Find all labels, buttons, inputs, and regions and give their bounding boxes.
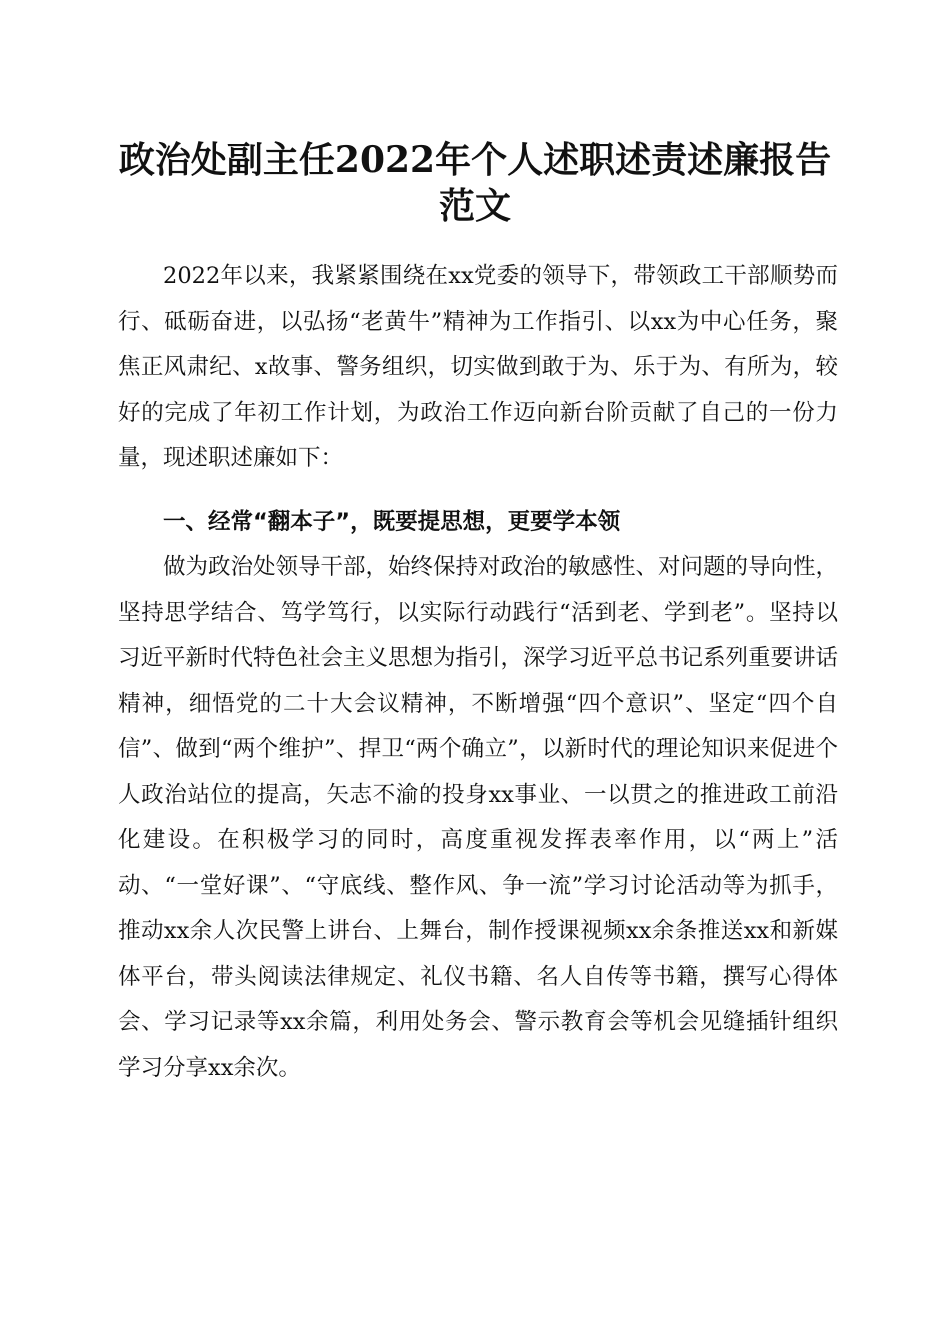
intro-paragraph: 2022年以来，我紧紧围绕在xx党委的领导下，带领政工干部顺势而行、砥砺奋进，以弘扬“老黄牛”精神为工作指引、以xx为中心任务，聚焦正风肃纪、x故事、警务组织，切实做到敢于为、乐于为、有所为，较好的完成了年初工作计划，为政治工作迈向新台阶贡献了自己的一份力量，现述职述廉如下： bbox=[118, 263, 838, 471]
section-1-paragraph: 做为政治处领导干部，始终保持对政治的敏感性、对问题的导向性，坚持思学结合、笃学笃行，以实际行动践行“活到老、学到老”。坚持以习近平新时代特色社会主义思想为指引，深学习近平总书记系列重要讲话精神，细悟党的二十大会议精神，不断增强“四个意识”、坚定“四个自信”、做到“两个维护”、捍卫“两个确立”，以新时代的理论知识来促进个人政治站位的提高，矢志不渝的投身xx事业、一以贯之的推进政工前沿化建设。在积极学习的同时，高度重视发挥表率作用，以“两上”活动、“一堂好课”、“守底线、整作风、争一流”学习讨论活动等为抓手，推动xx余人次民警上讲台、上舞台，制作授课视频xx余条推送xx和新媒体平台，带头阅读法律规定、礼仪书籍、名人自传等书籍，撰写心得体会、学习记录等xx余篇，利用处务会、警示教育会等机会见缝插针组织学习分享xx余次。 bbox=[118, 554, 839, 1081]
document-title-line-1: 政治处副主任2022年个人述职述责述廉报告 bbox=[118, 139, 832, 181]
section-1-heading: 一、经常“翻本子”，既要提思想，更要学本领 bbox=[163, 509, 621, 535]
document-title-line-2: 范文 bbox=[438, 185, 511, 227]
